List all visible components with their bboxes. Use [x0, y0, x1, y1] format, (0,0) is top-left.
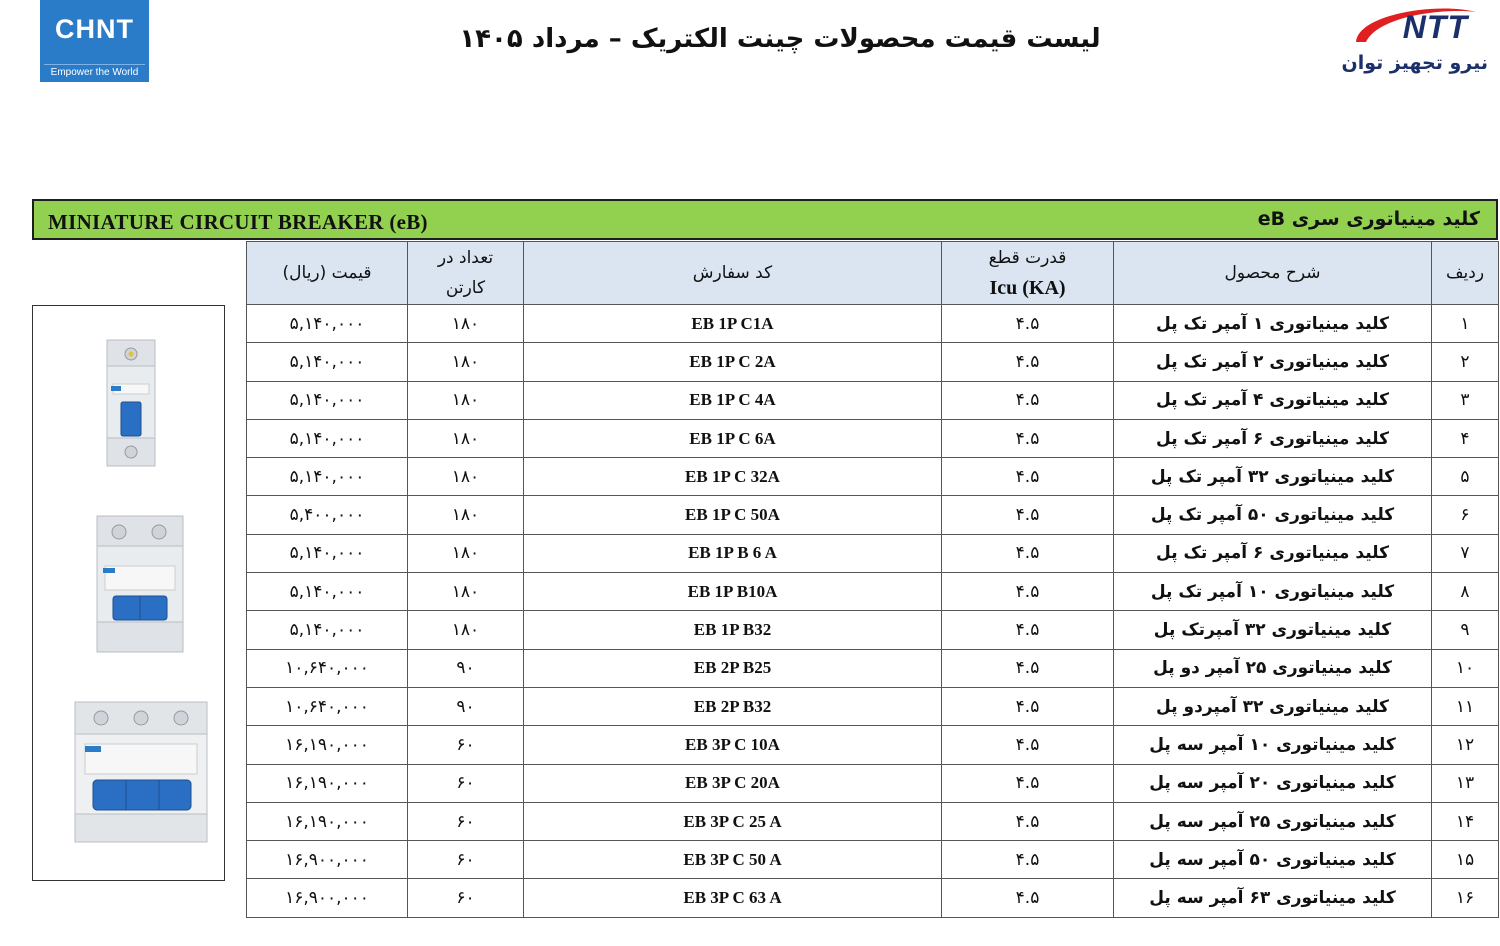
cell-breaking-capacity: ۴.۵ — [942, 764, 1114, 802]
cell-carton-qty: ۱۸۰ — [408, 381, 524, 419]
ntt-logo — [1341, 2, 1488, 82]
cell-row-number: ۱ — [1432, 305, 1499, 343]
cell-order-code: EB 3P C 25 A — [524, 802, 942, 840]
table-row — [247, 573, 1499, 611]
header-breaking-capacity — [942, 242, 1114, 305]
cell-row-number: ۹ — [1432, 611, 1499, 649]
cell-row-number: ۱۶ — [1432, 879, 1499, 917]
cell-order-code: EB 3P C 10A — [524, 726, 942, 764]
cell-row-number: ۱۰ — [1432, 649, 1499, 687]
cell-price: ۱۰,۶۴۰,۰۰۰ — [247, 649, 408, 687]
cell-breaking-capacity: ۴.۵ — [942, 496, 1114, 534]
table-row — [247, 726, 1499, 764]
chint-logo-tagline: Empower the World — [44, 64, 145, 79]
cell-price: ۵,۱۴۰,۰۰۰ — [247, 305, 408, 343]
ntt-logo-text: NTT — [1402, 9, 1468, 45]
cell-description: کلید مینیاتوری ۶ آمپر تک پل — [1114, 419, 1432, 457]
cell-order-code: EB 3P C 63 A — [524, 879, 942, 917]
table-row — [247, 419, 1499, 457]
cell-description: کلید مینیاتوری ۲۰ آمپر سه پل — [1114, 764, 1432, 802]
header-row-number: ردیف — [1432, 242, 1499, 305]
cell-row-number: ۷ — [1432, 534, 1499, 572]
header-qty-line1: تعداد در — [437, 248, 494, 268]
cell-description: کلید مینیاتوری ۳۲ آمپردو پل — [1114, 687, 1432, 725]
table-row — [247, 458, 1499, 496]
table-row — [247, 534, 1499, 572]
table-row — [247, 649, 1499, 687]
cell-carton-qty: ۶۰ — [408, 726, 524, 764]
header-carton-qty — [408, 242, 524, 305]
section-title-fa: کلید مینیاتوری سری eB — [1257, 208, 1480, 230]
cell-order-code: EB 1P C 50A — [524, 496, 942, 534]
cell-carton-qty: ۹۰ — [408, 649, 524, 687]
cell-order-code: EB 1P B 6 A — [524, 534, 942, 572]
cell-price: ۱۶,۹۰۰,۰۰۰ — [247, 841, 408, 879]
header-description: شرح محصول — [1114, 242, 1432, 305]
cell-breaking-capacity: ۴.۵ — [942, 343, 1114, 381]
table-row — [247, 841, 1499, 879]
cell-order-code: EB 1P C1A — [524, 305, 942, 343]
cell-price: ۱۰,۶۴۰,۰۰۰ — [247, 687, 408, 725]
cell-carton-qty: ۶۰ — [408, 841, 524, 879]
cell-carton-qty: ۱۸۰ — [408, 458, 524, 496]
cell-breaking-capacity: ۴.۵ — [942, 802, 1114, 840]
cell-row-number: ۲ — [1432, 343, 1499, 381]
cell-carton-qty: ۱۸۰ — [408, 496, 524, 534]
cell-description: کلید مینیاتوری ۶ آمپر تک پل — [1114, 534, 1432, 572]
cell-description: کلید مینیاتوری ۵۰ آمپر سه پل — [1114, 841, 1432, 879]
cell-row-number: ۶ — [1432, 496, 1499, 534]
cell-carton-qty: ۶۰ — [408, 802, 524, 840]
cell-description: کلید مینیاتوری ۴ آمپر تک پل — [1114, 381, 1432, 419]
cell-price: ۵,۱۴۰,۰۰۰ — [247, 458, 408, 496]
cell-carton-qty: ۶۰ — [408, 879, 524, 917]
cell-price: ۱۶,۱۹۰,۰۰۰ — [247, 764, 408, 802]
table-row — [247, 381, 1499, 419]
cell-breaking-capacity: ۴.۵ — [942, 649, 1114, 687]
section-title-en: MINIATURE CIRCUIT BREAKER (eB) — [48, 210, 428, 234]
cell-carton-qty: ۹۰ — [408, 687, 524, 725]
cell-order-code: EB 1P B32 — [524, 611, 942, 649]
cell-carton-qty: ۱۸۰ — [408, 534, 524, 572]
cell-carton-qty: ۶۰ — [408, 764, 524, 802]
cell-order-code: EB 1P C 4A — [524, 381, 942, 419]
cell-breaking-capacity: ۴.۵ — [942, 726, 1114, 764]
page-title: لیست قیمت محصولات چینت الکتریک – مرداد ۱۴۰۵ — [459, 24, 1101, 54]
cell-carton-qty: ۱۸۰ — [408, 419, 524, 457]
table-body — [247, 305, 1499, 918]
cell-breaking-capacity: ۴.۵ — [942, 381, 1114, 419]
cell-description: کلید مینیاتوری ۱ آمپر تک پل — [1114, 305, 1432, 343]
cell-breaking-capacity: ۴.۵ — [942, 458, 1114, 496]
table-row — [247, 496, 1499, 534]
cell-breaking-capacity: ۴.۵ — [942, 534, 1114, 572]
table-header-row — [247, 242, 1499, 305]
cell-price: ۵,۱۴۰,۰۰۰ — [247, 534, 408, 572]
ntt-logo-subtitle: نیرو تجهیز توان — [1341, 52, 1488, 74]
table-row — [247, 611, 1499, 649]
cell-breaking-capacity: ۴.۵ — [942, 573, 1114, 611]
table-row — [247, 802, 1499, 840]
header-icu-label-fa: قدرت قطع — [988, 248, 1067, 268]
cell-row-number: ۱۵ — [1432, 841, 1499, 879]
price-table — [246, 241, 1499, 918]
chint-logo-text: CHNT — [55, 14, 134, 44]
cell-row-number: ۵ — [1432, 458, 1499, 496]
header-icu-label-en: Icu (KA) — [989, 277, 1066, 299]
breaker-3p-icon — [71, 698, 211, 846]
cell-description: کلید مینیاتوری ۲۵ آمپر دو پل — [1114, 649, 1432, 687]
table-row — [247, 879, 1499, 917]
cell-order-code: EB 1P C 2A — [524, 343, 942, 381]
cell-row-number: ۱۲ — [1432, 726, 1499, 764]
cell-breaking-capacity: ۴.۵ — [942, 879, 1114, 917]
cell-description: کلید مینیاتوری ۵۰ آمپر تک پل — [1114, 496, 1432, 534]
cell-breaking-capacity: ۴.۵ — [942, 687, 1114, 725]
cell-row-number: ۳ — [1432, 381, 1499, 419]
cell-carton-qty: ۱۸۰ — [408, 343, 524, 381]
cell-row-number: ۴ — [1432, 419, 1499, 457]
cell-carton-qty: ۱۸۰ — [408, 573, 524, 611]
table-row — [247, 305, 1499, 343]
breaker-1p-icon — [101, 338, 161, 468]
cell-breaking-capacity: ۴.۵ — [942, 841, 1114, 879]
cell-order-code: EB 2P B32 — [524, 687, 942, 725]
cell-row-number: ۸ — [1432, 573, 1499, 611]
cell-carton-qty: ۱۸۰ — [408, 611, 524, 649]
cell-description: کلید مینیاتوری ۳۲ آمپر تک پل — [1114, 458, 1432, 496]
cell-price: ۵,۱۴۰,۰۰۰ — [247, 419, 408, 457]
cell-description: کلید مینیاتوری ۲ آمپر تک پل — [1114, 343, 1432, 381]
cell-row-number: ۱۱ — [1432, 687, 1499, 725]
cell-price: ۵,۱۴۰,۰۰۰ — [247, 573, 408, 611]
cell-breaking-capacity: ۴.۵ — [942, 305, 1114, 343]
header-qty-line2: کارتن — [445, 278, 486, 298]
cell-description: کلید مینیاتوری ۶۳ آمپر سه پل — [1114, 879, 1432, 917]
cell-breaking-capacity: ۴.۵ — [942, 419, 1114, 457]
cell-price: ۵,۱۴۰,۰۰۰ — [247, 381, 408, 419]
header-order-code: کد سفارش — [524, 242, 942, 305]
cell-order-code: EB 3P C 20A — [524, 764, 942, 802]
cell-price: ۵,۱۴۰,۰۰۰ — [247, 343, 408, 381]
cell-price: ۱۶,۱۹۰,۰۰۰ — [247, 802, 408, 840]
cell-row-number: ۱۴ — [1432, 802, 1499, 840]
cell-order-code: EB 1P B10A — [524, 573, 942, 611]
cell-price: ۵,۴۰۰,۰۰۰ — [247, 496, 408, 534]
table-row — [247, 687, 1499, 725]
cell-order-code: EB 1P C 32A — [524, 458, 942, 496]
chint-logo — [40, 0, 149, 82]
cell-description: کلید مینیاتوری ۱۰ آمپر تک پل — [1114, 573, 1432, 611]
table-row — [247, 764, 1499, 802]
cell-description: کلید مینیاتوری ۲۵ آمپر سه پل — [1114, 802, 1432, 840]
cell-breaking-capacity: ۴.۵ — [942, 611, 1114, 649]
cell-description: کلید مینیاتوری ۳۲ آمپرتک پل — [1114, 611, 1432, 649]
cell-order-code: EB 2P B25 — [524, 649, 942, 687]
cell-price: ۵,۱۴۰,۰۰۰ — [247, 611, 408, 649]
breaker-2p-icon — [93, 514, 187, 654]
product-image-panel — [32, 305, 225, 881]
cell-description: کلید مینیاتوری ۱۰ آمپر سه پل — [1114, 726, 1432, 764]
cell-price: ۱۶,۱۹۰,۰۰۰ — [247, 726, 408, 764]
section-header — [32, 199, 1498, 240]
cell-row-number: ۱۳ — [1432, 764, 1499, 802]
cell-order-code: EB 3P C 50 A — [524, 841, 942, 879]
table-row — [247, 343, 1499, 381]
cell-order-code: EB 1P C 6A — [524, 419, 942, 457]
cell-carton-qty: ۱۸۰ — [408, 305, 524, 343]
cell-price: ۱۶,۹۰۰,۰۰۰ — [247, 879, 408, 917]
header-price: قیمت (ریال) — [247, 242, 408, 305]
